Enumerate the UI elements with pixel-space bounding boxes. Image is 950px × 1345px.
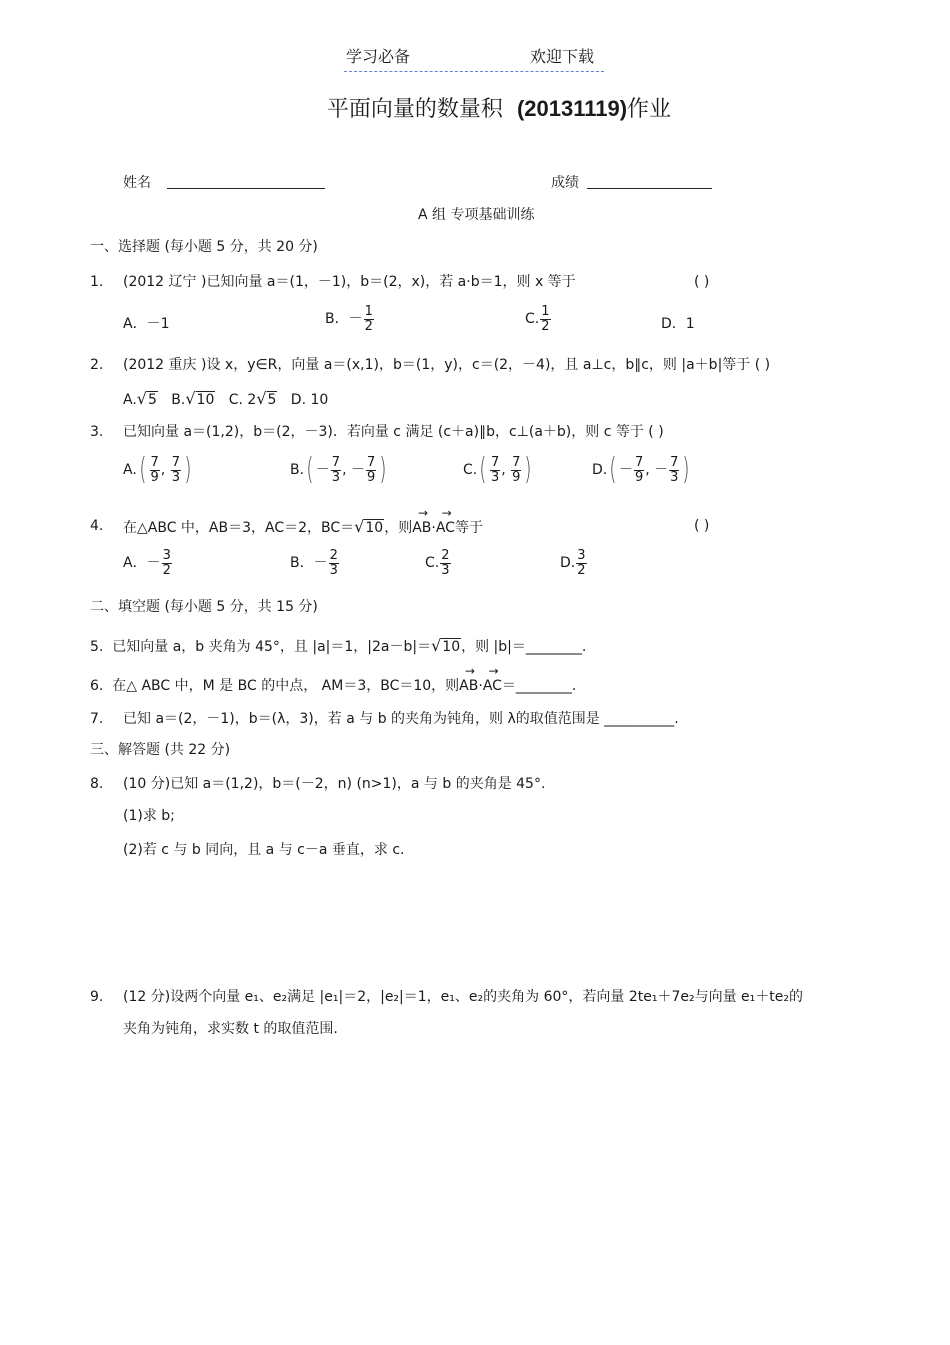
q4-option-a: A．－ $\frac{3}{2}$: [123, 548, 171, 578]
q8-part-1: (1)求 b;: [123, 808, 175, 824]
page-header: [344, 49, 604, 72]
q4-option-d: D. $\frac{3}{2}$: [560, 548, 586, 578]
header-right: 欢迎下载: [530, 47, 595, 66]
q1-text: (2012 辽宁 )已知向量 a＝(1，－1)，b＝(2，x)，若 a·b＝1，则 x 等于: [123, 274, 576, 290]
q6: 6. 在△ ABC 中，M 是 BC 的中点， AM＝3，BC＝10，则→ AB·→ AC＝________.: [90, 679, 576, 693]
q2-text: (2012 重庆 )设 x，y∈R，向量 a＝(x,1)，b＝(1，y)，c＝(2，－4)，且 a⊥c，b∥c，则 |a＋b|等于 ( ): [123, 357, 771, 373]
vector-ab: → AB: [412, 521, 431, 535]
q1-option-d: D．1: [661, 316, 695, 332]
q3-option-b: B.( － $\frac{7}{3}$ , － $\frac{7}{9}$ ): [290, 452, 387, 487]
q4-option-b: B．－ $\frac{2}{3}$: [290, 548, 338, 578]
q9-line-2: 夹角为钝角，求实数 t 的取值范围.: [123, 1021, 338, 1037]
q1-answer-paren: ( ): [694, 274, 710, 290]
q3-option-c: C.( $\frac{7}{3}$ , $\frac{7}{9}$ ): [463, 452, 532, 487]
q3-option-a: A.( $\frac{7}{9}$ , $\frac{7}{3}$ ): [123, 452, 192, 487]
page-title: 平面向量的数量积 (20131119)作业: [326, 96, 672, 122]
section-two-heading: 二、填空题 (每小题 5 分，共 15 分): [90, 599, 318, 615]
name-blank: [167, 174, 325, 189]
q8-number: 8.: [90, 776, 104, 792]
section-one-heading: 一、选择题 (每小题 5 分，共 20 分): [90, 239, 318, 255]
name-field: 姓名: [123, 174, 325, 190]
q5: 5. 已知向量 a，b 夹角为 45°，且 |a|＝1，|2a－b|＝√10，则 |b|＝________.: [90, 636, 587, 655]
q9-number: 9.: [90, 989, 104, 1005]
q3-number: 3.: [90, 424, 104, 440]
q1-option-b: B．－ $\frac{1}{2}$: [325, 304, 373, 334]
q9-line-1: (12 分)设两个向量 e₁、e₂满足 |e₁|＝2，|e₂|＝1，e₁、e₂的夹角为 60°，若向量 2te₁＋7e₂与向量 e₁＋te₂的: [123, 989, 803, 1005]
q3-option-d: D.( － $\frac{7}{9}$ , － $\frac{7}{3}$ ): [592, 452, 690, 487]
q2-number: 2.: [90, 357, 104, 373]
q1-number: 1.: [90, 274, 104, 290]
q2-options: A.√5 B.√10 C. 2√5 D. 10: [123, 389, 329, 408]
q4-number: 4.: [90, 518, 104, 534]
q8-part-2: (2)若 c 与 b 同向，且 a 与 c－a 垂直，求 c.: [123, 842, 405, 858]
q4-answer-paren: ( ): [694, 518, 710, 534]
q1-option-c: C. $\frac{1}{2}$: [525, 304, 550, 334]
vector-ab: → AB: [459, 679, 478, 693]
q4-text: 在△ABC 中，AB＝3，AC＝2，BC＝√10，则→ AB·→ AC等于: [123, 519, 483, 535]
q7-text: 已知 a＝(2，－1)，b＝(λ，3)，若 a 与 b 的夹角为钝角，则 λ的取值范围是 __________.: [123, 711, 679, 727]
group-heading: A 组 专项基础训练: [418, 207, 535, 223]
q8-text: (10 分)已知 a＝(1,2)，b＝(－2，n) (n>1)，a 与 b 的夹角是 45°.: [123, 776, 546, 792]
header-left: 学习必备: [346, 47, 411, 66]
section-three-heading: 三、解答题 (共 22 分): [90, 742, 231, 758]
vector-ac: → AC: [483, 679, 502, 693]
q4-option-c: C. $\frac{2}{3}$: [425, 548, 450, 578]
score-field: 成绩: [551, 174, 712, 190]
q1-option-a: A．－1: [123, 316, 170, 332]
q3-text: 已知向量 a＝(1,2)，b＝(2，－3)．若向量 c 满足 (c＋a)∥b，c⊥(a＋b)，则 c 等于 ( ): [123, 424, 664, 440]
score-blank: [587, 174, 712, 189]
vector-ac: → AC: [436, 521, 455, 535]
q7-number: 7.: [90, 711, 104, 727]
